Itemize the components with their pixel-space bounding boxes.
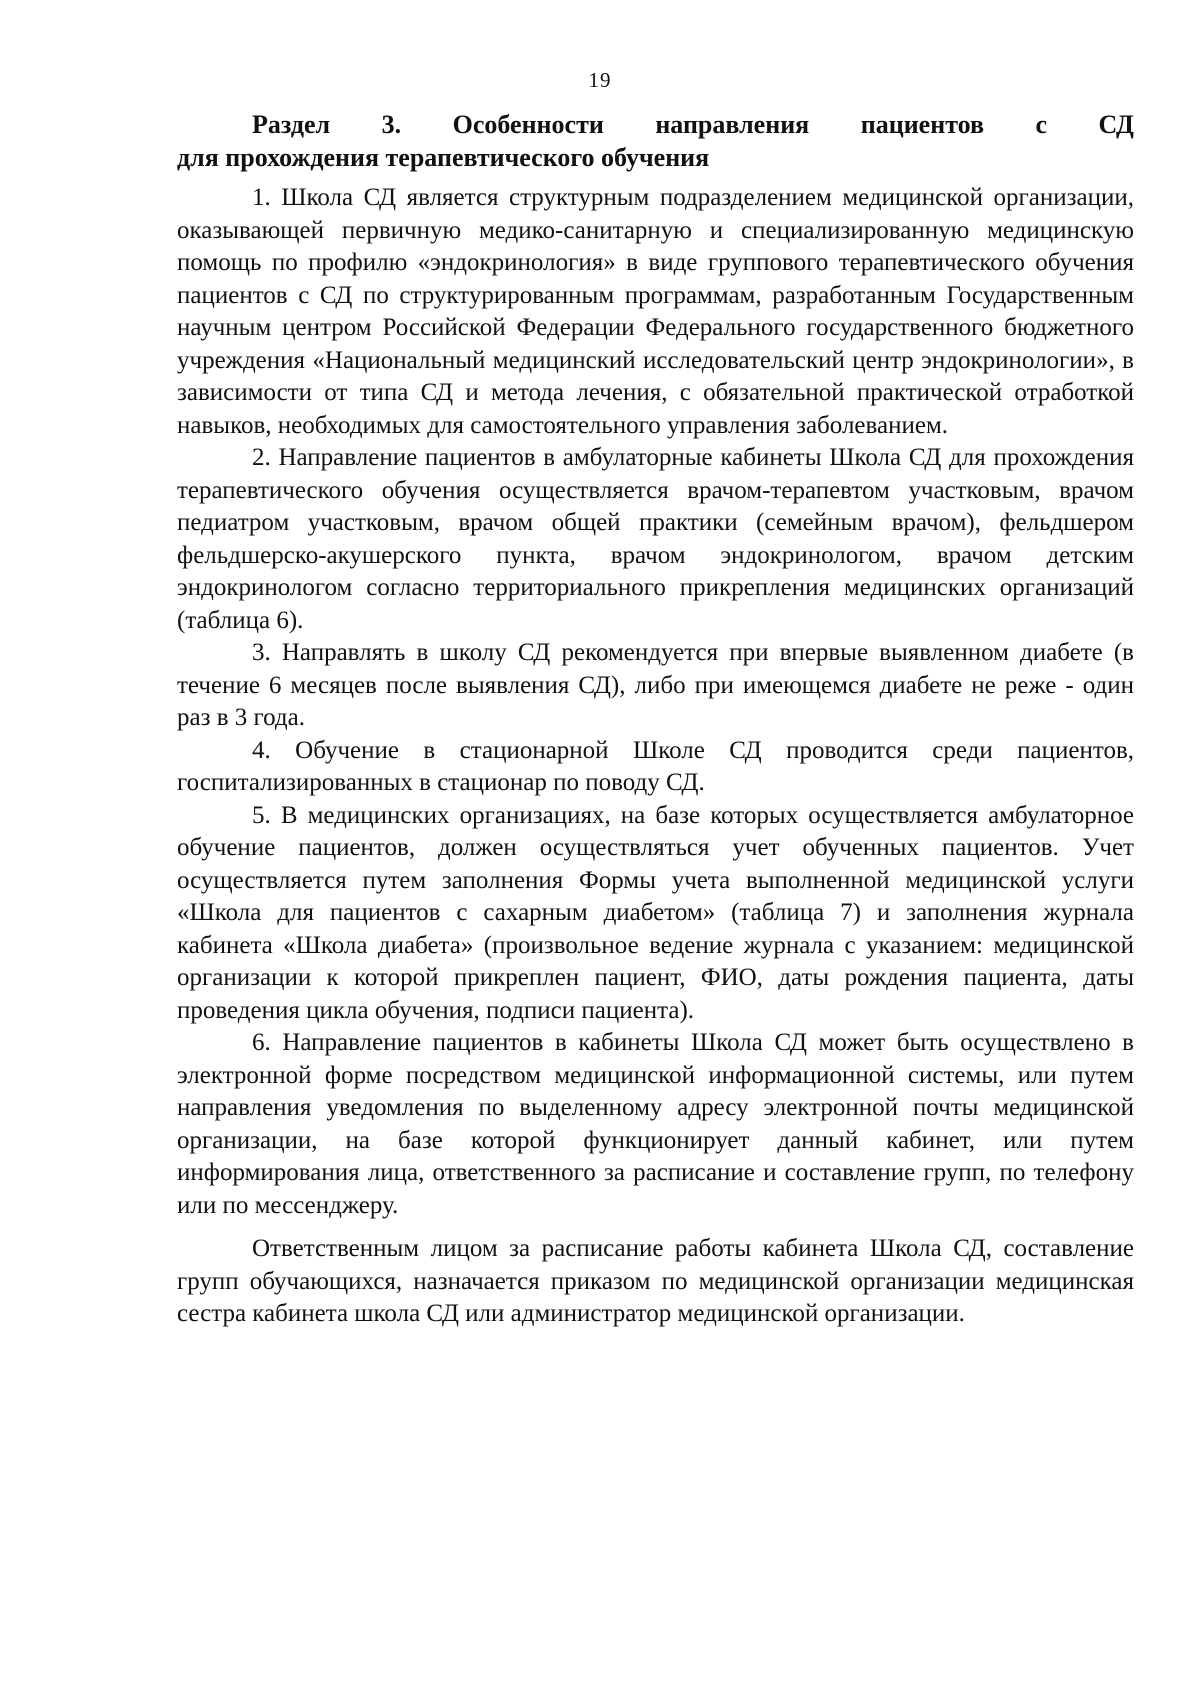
- heading-word: пациентов: [860, 110, 985, 139]
- section-heading: [177, 108, 1134, 174]
- heading-word: Раздел: [252, 110, 331, 139]
- page-number: 19: [588, 68, 612, 92]
- paragraph-responsible-person: Ответственным лицом за расписание работы кабинета Школа СД, составление групп обучающихся, назначается приказом по медицинской организации медицинская сестра кабинета школа СД или администратор медицинской организации.: [177, 1235, 1134, 1327]
- heading-word: 3.: [381, 110, 402, 139]
- heading-word: направления: [655, 110, 810, 139]
- paragraph-5: 5. В медицинских организациях, на базе которых осуществляется амбулаторное обучение пациентов, должен осуществляться учет обученных пациентов. Учет осуществляется путем заполнения Формы учета выполненной медицинской услуги «Школа для пациентов с сахарным диабетом» (таблица 7) и заполнения журнала кабинета «Школа диабета» (произвольное ведение журнала с указанием: медицинской организации к которой прикреплен пациент, ФИО, даты рождения пациента, даты проведения цикла обучения, подписи пациента).: [177, 801, 1134, 1024]
- paragraph-2: 2. Направление пациентов в амбулаторные кабинеты Школа СД для прохождения терапевтического обучения осуществляется врачом-терапевтом участковым, врачом педиатром участковым, врачом общей практики (семейным врачом), фельдшером фельдшерско-акушерского пункта, врачом эндокринологом, врачом детским эндокринологом согласно территориального прикрепления медицинских организаций (таблица 6).: [177, 444, 1134, 634]
- page-content: [177, 108, 1134, 1331]
- section-heading-line-1: [177, 108, 1134, 141]
- heading-word: СД: [1098, 110, 1134, 139]
- section-heading-line-2: для прохождения терапевтического обучения: [177, 143, 710, 172]
- paragraph-6: 6. Направление пациентов в кабинеты Школа СД может быть осуществлено в электронной форме посредством медицинской информационной системы, или путем направления уведомления по выделенному адресу электронной почты медицинской организации, на базе которой функционирует данный кабинет, или путем информирования лица, ответственного за расписание и составление групп, по телефону или по мессенджеру.: [177, 1029, 1134, 1219]
- heading-word: Особенности: [452, 110, 604, 139]
- paragraph-3: 3. Направлять в школу СД рекомендуется при впервые выявленном диабете (в течение 6 месяцев после выявления СД), либо при имеющемся диабете не реже - один раз в 3 года.: [177, 639, 1134, 731]
- heading-word: с: [1035, 110, 1048, 139]
- paragraph-4: 4. Обучение в стационарной Школе СД проводится среди пациентов, госпитализированных в стационар по поводу СД.: [177, 736, 1134, 796]
- paragraph-1: 1. Школа СД является структурным подразделением медицинской организации, оказывающей первичную медико-санитарную и специализированную медицинскую помощь по профилю «эндокринология» в виде группового терапевтического обучения пациентов с СД по структурированным программам, разработанным Государственным научным центром Российской Федерации Федерального государственного бюджетного учреждения «Национальный медицинский исследовательский центр эндокринологии», в зависимости от типа СД и метода лечения, с обязательной практической отработкой навыков, необходимых для самостоятельного управления заболеванием.: [177, 184, 1134, 439]
